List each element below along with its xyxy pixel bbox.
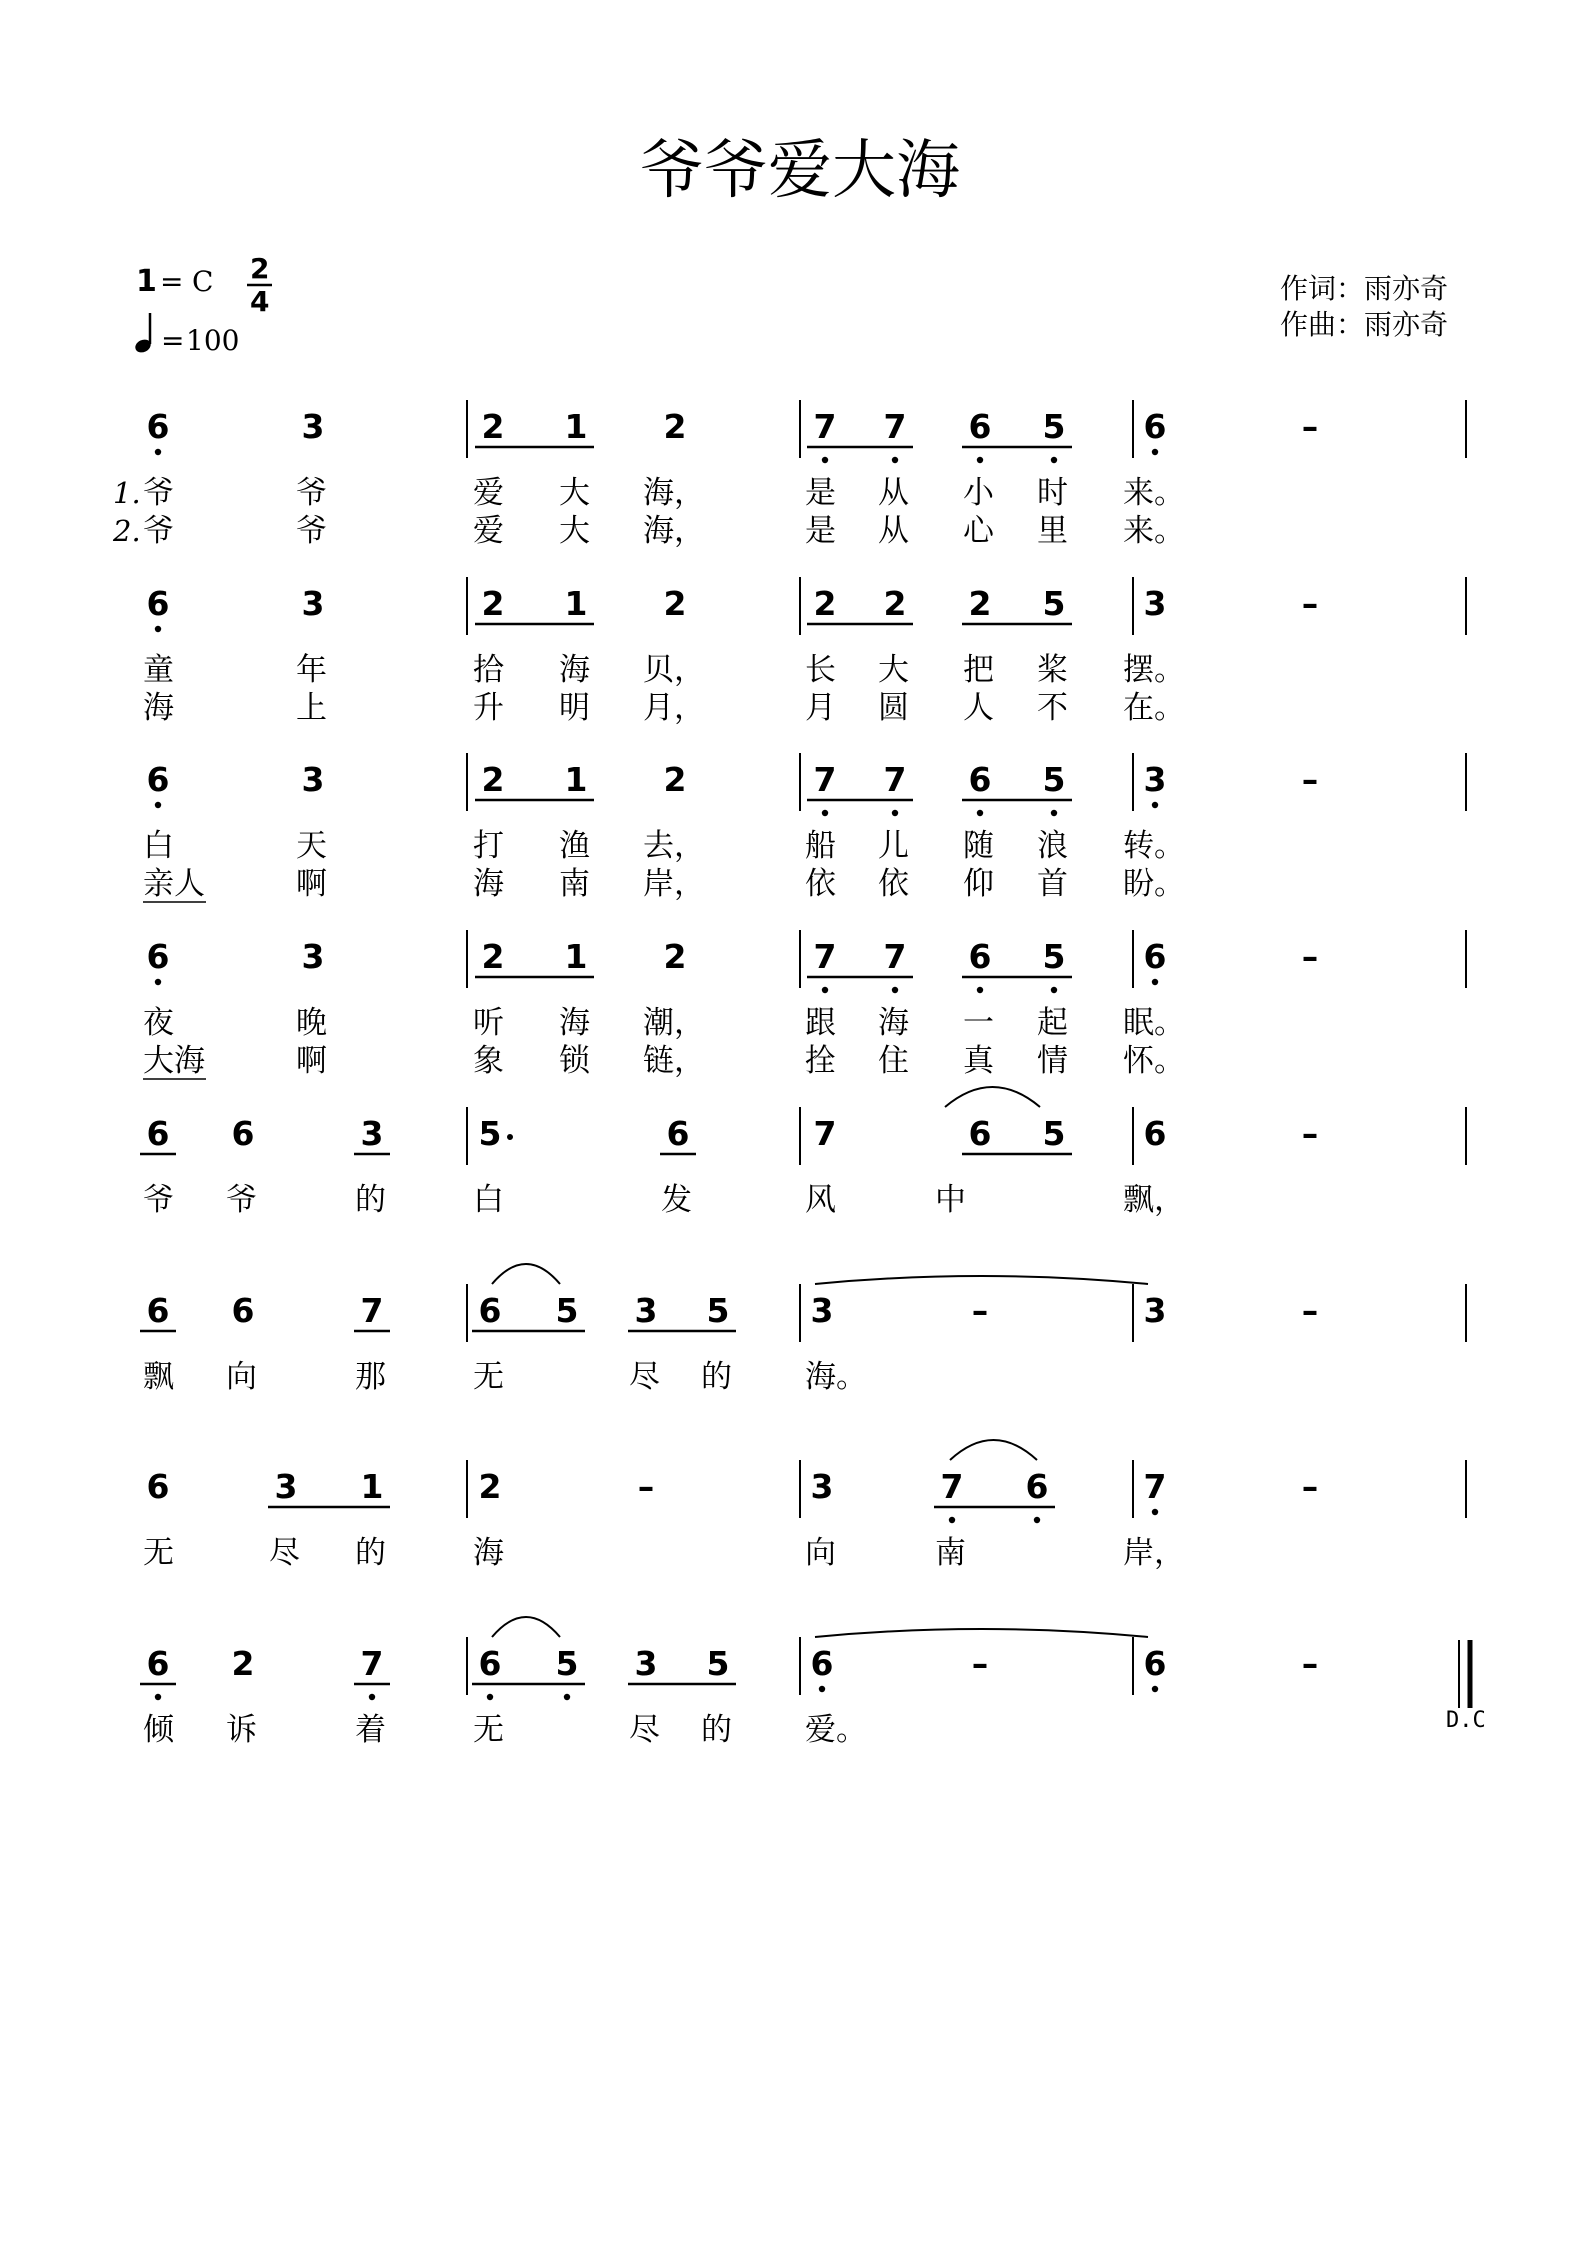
note: 5 bbox=[1042, 584, 1066, 623]
note: 3 bbox=[634, 1644, 658, 1683]
note: 5 bbox=[1042, 1114, 1066, 1153]
note: 2 bbox=[813, 584, 837, 623]
tempo-equals: = bbox=[161, 324, 185, 357]
note: 6 bbox=[146, 1291, 170, 1330]
lyric-syllable: 摆。 bbox=[1123, 652, 1185, 688]
note: 2 bbox=[663, 584, 687, 623]
lyric-syllable: 风 bbox=[805, 1182, 836, 1218]
note: 1 bbox=[564, 760, 588, 799]
final-barline bbox=[1459, 1640, 1470, 1708]
lyric-syllable: 船 bbox=[805, 828, 836, 864]
lyric-syllable: 南 bbox=[559, 866, 590, 902]
note: 1 bbox=[564, 407, 588, 446]
lyric-syllable: 贝， bbox=[643, 652, 705, 688]
dash-extender: – bbox=[1301, 1644, 1319, 1683]
note: 6 bbox=[1143, 937, 1167, 976]
lyric-syllable: 年 bbox=[296, 652, 327, 688]
note: 3 bbox=[274, 1467, 298, 1506]
lower-octave-dot bbox=[949, 1517, 955, 1523]
verse-number: 2. bbox=[113, 514, 141, 548]
lyric-syllable: 依 bbox=[805, 866, 836, 902]
note: 5 bbox=[555, 1291, 579, 1330]
lyric-syllable: 爷 bbox=[296, 475, 327, 511]
lyric-syllable: 海， bbox=[643, 513, 705, 549]
lyric-syllable: 海 bbox=[878, 1005, 909, 1041]
note: 6 bbox=[146, 760, 170, 799]
notation-system bbox=[140, 1087, 1466, 1218]
dash-extender: – bbox=[971, 1291, 989, 1330]
note: 2 bbox=[481, 760, 505, 799]
lyric-syllable: 盼。 bbox=[1123, 866, 1185, 902]
lyric-syllable: 圆 bbox=[878, 690, 909, 726]
note: 7 bbox=[813, 1114, 837, 1153]
slur bbox=[950, 1440, 1037, 1460]
dash-extender: – bbox=[971, 1644, 989, 1683]
note: 3 bbox=[301, 937, 325, 976]
lyric-syllable: 向 bbox=[226, 1359, 257, 1395]
note: 3 bbox=[1143, 584, 1167, 623]
dash-extender: – bbox=[1301, 1291, 1319, 1330]
lyric-syllable: 怀。 bbox=[1123, 1043, 1185, 1079]
lyric-syllable: 情 bbox=[1037, 1043, 1068, 1079]
note: 2 bbox=[663, 407, 687, 446]
note: 2 bbox=[968, 584, 992, 623]
lyric-syllable: 爱。 bbox=[805, 1712, 867, 1748]
note: 6 bbox=[478, 1291, 502, 1330]
note: 6 bbox=[1143, 407, 1167, 446]
lyric-syllable: 依 bbox=[878, 866, 909, 902]
lyric-syllable: 爷 bbox=[143, 475, 174, 511]
lyric-syllable: 南 bbox=[935, 1535, 966, 1571]
note: 5 bbox=[478, 1114, 502, 1153]
dash-extender: – bbox=[637, 1467, 655, 1506]
lower-octave-dot bbox=[1152, 449, 1158, 455]
note: 7 bbox=[1143, 1467, 1167, 1506]
lyric-syllable: 啊 bbox=[296, 1043, 327, 1079]
lyric-syllable: 渔 bbox=[559, 828, 590, 864]
lyric-syllable: 无 bbox=[143, 1535, 174, 1571]
note: 6 bbox=[1143, 1114, 1167, 1153]
lyric-syllable: 大 bbox=[878, 652, 909, 688]
note: 3 bbox=[301, 584, 325, 623]
lower-octave-dot bbox=[1152, 979, 1158, 985]
note: 1 bbox=[564, 937, 588, 976]
lower-octave-dot bbox=[155, 979, 161, 985]
lyric-syllable: 长 bbox=[805, 652, 836, 688]
notation-system bbox=[143, 753, 1466, 902]
tempo-value: 100 bbox=[186, 324, 240, 357]
notation-system bbox=[143, 1440, 1466, 1571]
lyric-syllable: 白 bbox=[143, 828, 174, 864]
lower-octave-dot bbox=[1034, 1517, 1040, 1523]
lyric-syllable: 海， bbox=[643, 475, 705, 511]
lower-octave-dot bbox=[155, 802, 161, 808]
lyric-syllable: 爷 bbox=[143, 1182, 174, 1218]
lyric-syllable: 心 bbox=[963, 513, 994, 549]
lyric-syllable: 尽 bbox=[629, 1359, 660, 1395]
note: 5 bbox=[1042, 937, 1066, 976]
lyric-syllable: 是 bbox=[805, 475, 836, 511]
lyric-syllable: 随 bbox=[963, 828, 994, 864]
note: 6 bbox=[478, 1644, 502, 1683]
lyric-syllable: 来。 bbox=[1123, 513, 1185, 549]
lyric-syllable: 去， bbox=[643, 828, 705, 864]
note: 3 bbox=[301, 760, 325, 799]
lyric-syllable: 无 bbox=[473, 1359, 504, 1395]
dash-extender: – bbox=[1301, 937, 1319, 976]
note: 2 bbox=[231, 1644, 255, 1683]
lyric-syllable: 住 bbox=[878, 1043, 909, 1079]
notation-system bbox=[143, 577, 1466, 726]
lower-octave-dot bbox=[155, 626, 161, 632]
lyric-syllable: 海 bbox=[559, 652, 590, 688]
note: 7 bbox=[813, 760, 837, 799]
lower-octave-dot bbox=[977, 810, 983, 816]
note: 6 bbox=[1025, 1467, 1049, 1506]
note: 1 bbox=[564, 584, 588, 623]
lyric-syllable: 童 bbox=[143, 652, 174, 688]
lyric-syllable: 的 bbox=[701, 1712, 732, 1748]
lyric-syllable: 飘， bbox=[1123, 1182, 1185, 1218]
lyric-syllable: 眠。 bbox=[1123, 1005, 1185, 1041]
note: 7 bbox=[360, 1644, 384, 1683]
note: 6 bbox=[231, 1114, 255, 1153]
note: 7 bbox=[883, 407, 907, 446]
note: 5 bbox=[555, 1644, 579, 1683]
dash-extender: – bbox=[1301, 760, 1319, 799]
time-signature-bottom: 4 bbox=[250, 285, 270, 318]
lyricist-credit: 作词：雨亦奇 bbox=[1280, 272, 1449, 305]
note: 6 bbox=[1143, 1644, 1167, 1683]
lyric-syllable: 上 bbox=[296, 690, 327, 726]
note: 7 bbox=[883, 760, 907, 799]
lower-octave-dot bbox=[1152, 1509, 1158, 1515]
note: 6 bbox=[146, 1644, 170, 1683]
note: 7 bbox=[813, 407, 837, 446]
lyric-syllable: 向 bbox=[805, 1535, 836, 1571]
note: 2 bbox=[883, 584, 907, 623]
lyric-syllable: 起 bbox=[1037, 1005, 1068, 1041]
lyric-syllable: 的 bbox=[701, 1359, 732, 1395]
lyric-syllable: 大 bbox=[559, 513, 590, 549]
note: 3 bbox=[810, 1467, 834, 1506]
notation-system bbox=[140, 1264, 1466, 1395]
note: 6 bbox=[968, 407, 992, 446]
key-signature bbox=[136, 264, 213, 299]
lower-octave-dot bbox=[1152, 802, 1158, 808]
lyric-syllable: 倾 bbox=[143, 1712, 174, 1748]
note: 7 bbox=[883, 937, 907, 976]
lyric-syllable: 来。 bbox=[1123, 475, 1185, 511]
lyric-syllable: 一 bbox=[963, 1005, 994, 1041]
lower-octave-dot bbox=[155, 449, 161, 455]
time-signature-top: 2 bbox=[250, 252, 270, 285]
lyric-syllable: 尽 bbox=[269, 1535, 300, 1571]
lyric-syllable: 月 bbox=[805, 690, 836, 726]
slur bbox=[945, 1087, 1040, 1107]
lyric-syllable: 明 bbox=[559, 690, 590, 726]
score-title: 爷爷爱大海 bbox=[640, 134, 960, 208]
lyric-syllable: 无 bbox=[473, 1712, 504, 1748]
slur bbox=[815, 1629, 1148, 1637]
lyric-syllable: 儿 bbox=[878, 828, 909, 864]
lyric-syllable: 锁 bbox=[559, 1043, 590, 1079]
note: 6 bbox=[968, 937, 992, 976]
note: 6 bbox=[666, 1114, 690, 1153]
lower-octave-dot bbox=[1051, 457, 1057, 463]
note: 6 bbox=[146, 584, 170, 623]
lyric-syllable: 发 bbox=[661, 1182, 692, 1218]
tempo-mark bbox=[133, 313, 239, 357]
note: 7 bbox=[360, 1291, 384, 1330]
note: 3 bbox=[1143, 1291, 1167, 1330]
lyric-syllable: 从 bbox=[878, 513, 909, 549]
composer-credit: 作曲：雨亦奇 bbox=[1280, 308, 1449, 341]
lyric-syllable: 潮， bbox=[643, 1005, 705, 1041]
lyric-syllable: 白 bbox=[473, 1182, 504, 1218]
lyric-syllable: 飘 bbox=[143, 1359, 174, 1395]
note: 3 bbox=[301, 407, 325, 446]
lyric-syllable: 人 bbox=[963, 690, 994, 726]
lyric-syllable: 中 bbox=[935, 1182, 966, 1218]
note: 6 bbox=[146, 1467, 170, 1506]
lyric-syllable: 爷 bbox=[143, 513, 174, 549]
lower-octave-dot bbox=[822, 457, 828, 463]
note: 5 bbox=[1042, 407, 1066, 446]
lyric-syllable: 升 bbox=[473, 690, 504, 726]
note: 6 bbox=[146, 937, 170, 976]
lower-octave-dot bbox=[822, 987, 828, 993]
lyric-syllable: 真 bbox=[963, 1043, 994, 1079]
lyric-syllable: 尽 bbox=[629, 1712, 660, 1748]
note: 7 bbox=[940, 1467, 964, 1506]
lyric-syllable: 时 bbox=[1037, 475, 1068, 511]
note: 5 bbox=[1042, 760, 1066, 799]
note: 7 bbox=[813, 937, 837, 976]
note: 6 bbox=[968, 760, 992, 799]
note: 2 bbox=[481, 407, 505, 446]
lyric-syllable: 爱 bbox=[473, 475, 504, 511]
lyric-syllable: 海 bbox=[143, 690, 174, 726]
lyric-syllable: 海 bbox=[473, 1535, 504, 1571]
lyric-syllable: 爱 bbox=[473, 513, 504, 549]
time-signature bbox=[247, 252, 272, 318]
lyric-syllable: 仰 bbox=[963, 866, 994, 902]
lyric-syllable: 月， bbox=[643, 690, 705, 726]
dc-mark: D.C bbox=[1446, 1708, 1486, 1733]
lyric-syllable: 打 bbox=[473, 828, 504, 864]
note: 6 bbox=[146, 1114, 170, 1153]
lyric-syllable: 亲人 bbox=[143, 866, 205, 902]
lyric-syllable: 浪 bbox=[1037, 828, 1068, 864]
dash-extender: – bbox=[1301, 1467, 1319, 1506]
lyric-syllable: 天 bbox=[296, 828, 327, 864]
slur bbox=[492, 1617, 560, 1637]
note: 2 bbox=[663, 760, 687, 799]
notation-system bbox=[112, 400, 1466, 549]
lyric-syllable: 晚 bbox=[296, 1005, 327, 1041]
lyric-syllable: 那 bbox=[355, 1359, 386, 1395]
note: 3 bbox=[1143, 760, 1167, 799]
lyric-syllable: 拴 bbox=[805, 1043, 836, 1079]
lyric-syllable: 着 bbox=[355, 1712, 386, 1748]
lyric-syllable: 海 bbox=[559, 1005, 590, 1041]
lyric-syllable: 拾 bbox=[473, 652, 504, 688]
dash-extender: – bbox=[1301, 1114, 1319, 1153]
note: 2 bbox=[481, 584, 505, 623]
key-name: C bbox=[192, 265, 214, 298]
lower-octave-dot bbox=[1051, 987, 1057, 993]
note: 2 bbox=[481, 937, 505, 976]
note: 5 bbox=[706, 1644, 730, 1683]
notation-systems bbox=[112, 400, 1466, 1748]
lyric-syllable: 小 bbox=[963, 475, 994, 511]
lyric-syllable: 的 bbox=[355, 1535, 386, 1571]
lyric-syllable: 诉 bbox=[226, 1712, 257, 1748]
lower-octave-dot bbox=[892, 457, 898, 463]
lower-octave-dot bbox=[487, 1694, 493, 1700]
lower-octave-dot bbox=[977, 457, 983, 463]
note: 6 bbox=[146, 407, 170, 446]
lyric-syllable: 跟 bbox=[805, 1005, 836, 1041]
lyric-syllable: 把 bbox=[963, 652, 994, 688]
lyric-syllable: 不 bbox=[1037, 690, 1068, 726]
note: 6 bbox=[810, 1644, 834, 1683]
lyric-syllable: 的 bbox=[355, 1182, 386, 1218]
lyric-syllable: 链， bbox=[643, 1043, 705, 1079]
note: 1 bbox=[360, 1467, 384, 1506]
note: 5 bbox=[706, 1291, 730, 1330]
note: 2 bbox=[478, 1467, 502, 1506]
lyric-syllable: 从 bbox=[878, 475, 909, 511]
lyric-syllable: 是 bbox=[805, 513, 836, 549]
notation-system bbox=[143, 930, 1466, 1079]
lyric-syllable: 夜 bbox=[143, 1005, 174, 1041]
dash-extender: – bbox=[1301, 584, 1319, 623]
note: 6 bbox=[231, 1291, 255, 1330]
lyric-syllable: 岸， bbox=[1123, 1535, 1185, 1571]
key-tonic-number: 1 bbox=[136, 264, 157, 299]
quarter-note-icon bbox=[133, 313, 153, 355]
dash-extender: – bbox=[1301, 407, 1319, 446]
lower-octave-dot bbox=[1051, 810, 1057, 816]
lyric-syllable: 转。 bbox=[1123, 828, 1185, 864]
lower-octave-dot bbox=[822, 810, 828, 816]
lyric-syllable: 在。 bbox=[1123, 690, 1185, 726]
lyric-syllable: 听 bbox=[473, 1005, 504, 1041]
lyric-syllable: 爷 bbox=[296, 513, 327, 549]
note: 6 bbox=[968, 1114, 992, 1153]
lower-octave-dot bbox=[1152, 1686, 1158, 1692]
slur bbox=[815, 1276, 1148, 1284]
lower-octave-dot bbox=[892, 810, 898, 816]
lyric-syllable: 大海 bbox=[143, 1043, 205, 1079]
verse-number: 1. bbox=[113, 476, 141, 510]
note: 3 bbox=[810, 1291, 834, 1330]
lyric-syllable: 首 bbox=[1037, 866, 1068, 902]
lyric-syllable: 大 bbox=[559, 475, 590, 511]
lower-octave-dot bbox=[564, 1694, 570, 1700]
note: 3 bbox=[360, 1114, 384, 1153]
note: 2 bbox=[663, 937, 687, 976]
lyric-syllable: 象 bbox=[473, 1043, 504, 1079]
lyric-syllable: 里 bbox=[1037, 513, 1068, 549]
lyric-syllable: 海。 bbox=[805, 1359, 867, 1395]
key-equals: = bbox=[160, 265, 184, 298]
lyric-syllable: 岸， bbox=[643, 866, 705, 902]
lower-octave-dot bbox=[892, 987, 898, 993]
lyric-syllable: 桨 bbox=[1037, 652, 1068, 688]
lyric-syllable: 海 bbox=[473, 866, 504, 902]
lyric-syllable: 啊 bbox=[296, 866, 327, 902]
slur bbox=[492, 1264, 560, 1284]
lower-octave-dot bbox=[819, 1686, 825, 1692]
notation-system bbox=[140, 1617, 1318, 1748]
lower-octave-dot bbox=[155, 1694, 161, 1700]
note: 3 bbox=[634, 1291, 658, 1330]
lyric-syllable: 爷 bbox=[226, 1182, 257, 1218]
lower-octave-dot bbox=[977, 987, 983, 993]
augmentation-dot bbox=[507, 1134, 513, 1140]
lower-octave-dot bbox=[369, 1694, 375, 1700]
